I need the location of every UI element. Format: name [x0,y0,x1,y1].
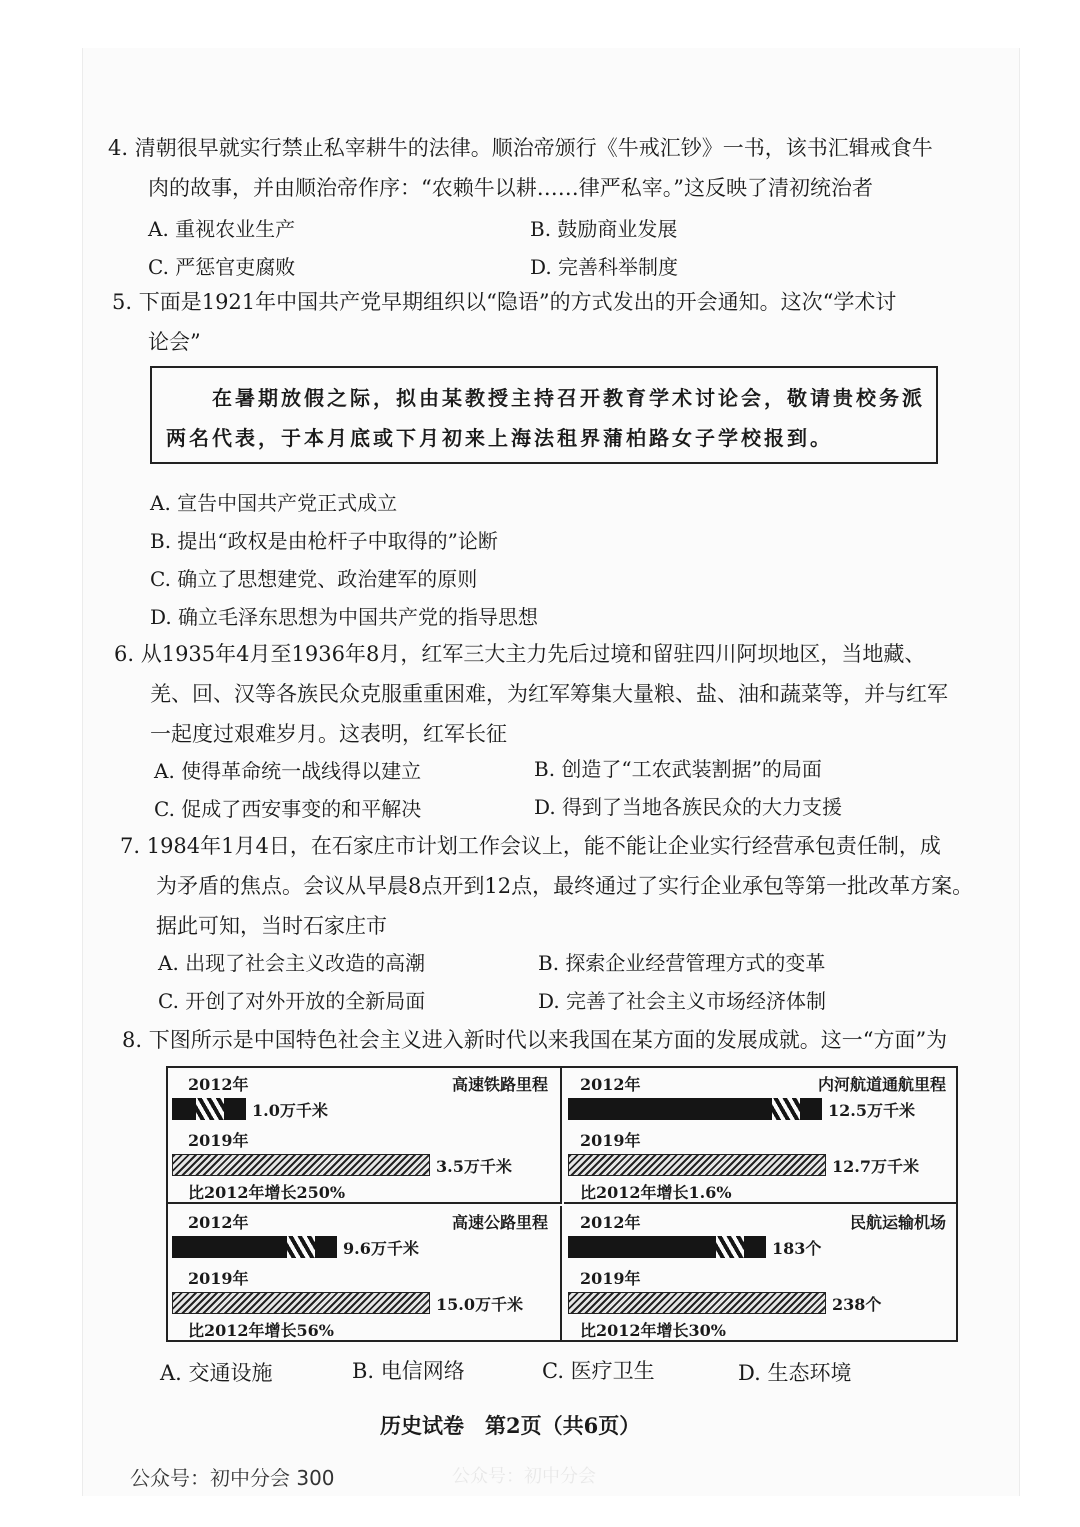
panel-year2-label: 2019年 [580,1269,641,1288]
q8-option-c[interactable]: C. 医疗卫生 [542,1359,655,1383]
panel-year1-label: 2012年 [188,1213,249,1232]
q5-option-a[interactable]: A. 宣告中国共产党正式成立 [150,491,398,515]
q6-option-a[interactable]: A. 使得革命统一战线得以建立 [154,759,422,783]
bar-stripe-decoration [287,1236,315,1258]
panel-year2-label: 2019年 [188,1269,249,1288]
panel-title: 高速公路里程 [451,1213,548,1232]
panel-title: 高速铁路里程 [451,1075,548,1094]
q6-option-c[interactable]: C. 促成了西安事变的和平解决 [154,797,422,821]
q6-option-b[interactable]: B. 创造了“工农武装割据”的局面 [534,757,822,781]
q4-option-b[interactable]: B. 鼓励商业发展 [530,217,678,241]
panel-year2-label: 2019年 [188,1131,249,1150]
page-footer: 历史试卷 第2页（共6页） [380,1413,641,1438]
watermark-text: 公众号：初中分会 300 [130,1466,335,1490]
bar-stripe-decoration [772,1098,800,1120]
bar-2012 [172,1236,337,1258]
q8-option-b[interactable]: B. 电信网络 [352,1359,465,1383]
bar-2012 [568,1098,822,1120]
value-label-2012: 9.6万千米 [343,1239,419,1258]
q6-stem-line1: 6. 从1935年4月至1936年8月，红军三大主力先后过境和留驻四川阿坝地区，当地藏、 [114,642,926,666]
q7-stem-line2: 为矛盾的焦点。会议从早晨8点开到12点，最终通过了实行企业承包等第一批改革方案。 [156,874,974,898]
value-label-2019: 238个 [832,1295,882,1314]
chart-panel-inland-waterway [564,1068,956,1204]
q7-option-c[interactable]: C. 开创了对外开放的全新局面 [158,989,426,1013]
panel-year2-label: 2019年 [580,1131,641,1150]
panel-title: 民航运输机场 [849,1213,946,1232]
q7-option-d[interactable]: D. 完善了社会主义市场经济体制 [538,989,827,1013]
faint-watermark: 公众号：初中分会 [452,1466,596,1487]
q7-stem-line3: 据此可知，当时石家庄市 [156,914,387,938]
q6-stem-line3: 一起度过艰难岁月。这表明，红军长征 [150,722,507,746]
q5-stem-line1: 5. 下面是1921年中国共产党早期组织以“隐语”的方式发出的开会通知。这次“学术讨 [112,290,897,314]
q5-stem-line2: 论会” [148,330,201,354]
q6-option-d[interactable]: D. 得到了当地各族民众的大力支援 [534,795,843,819]
panel-year1-label: 2012年 [580,1213,641,1232]
q5-option-b[interactable]: B. 提出“政权是由枪杆子中取得的”论断 [150,529,498,553]
q4-stem-line1: 4. 清朝很早就实行禁止私宰耕牛的法律。顺治帝颁行《牛戒汇钞》一书，该书汇辑戒食牛 [108,136,933,160]
q4-option-c[interactable]: C. 严惩官吏腐败 [148,255,296,279]
bar-2019 [568,1154,826,1176]
bar-stripe-decoration [716,1236,744,1258]
q5-option-d[interactable]: D. 确立毛泽东思想为中国共产党的指导思想 [150,605,539,629]
bar-2019 [172,1154,430,1176]
panel-growth-label: 比2012年增长250% [188,1183,346,1202]
q6-stem-line2: 羌、回、汉等各族民众克服重重困难，为红军筹集大量粮、盐、油和蔬菜等，并与红军 [150,682,948,706]
bar-2012 [568,1236,766,1258]
value-label-2019: 15.0万千米 [436,1295,523,1314]
q8-option-d[interactable]: D. 生态环境 [738,1361,852,1385]
panel-year1-label: 2012年 [580,1075,641,1094]
value-label-2019: 12.7万千米 [832,1157,919,1176]
chart-panel-expressway [168,1206,562,1342]
q4-option-a[interactable]: A. 重视农业生产 [148,217,296,241]
bar-2019 [568,1292,826,1314]
panel-year1-label: 2012年 [188,1075,249,1094]
panel-growth-label: 比2012年增长1.6% [580,1183,732,1202]
bar-stripe-decoration [196,1098,224,1120]
q7-option-a[interactable]: A. 出现了社会主义改造的高潮 [158,951,426,975]
bar-2019 [172,1292,430,1314]
q7-option-b[interactable]: B. 探索企业经营管理方式的变革 [538,951,826,975]
value-label-2012: 1.0万千米 [252,1101,328,1120]
q5-quote-box [150,366,938,464]
value-label-2019: 3.5万千米 [436,1157,512,1176]
chart-panel-civil-airports [564,1206,956,1342]
q5-option-c[interactable]: C. 确立了思想建党、政治建军的原则 [150,567,478,591]
q7-stem-line1: 7. 1984年1月4日，在石家庄市计划工作会议上，能不能让企业实行经营承包责任制，成 [120,834,941,858]
q5-quote-line1: 在暑期放假之际，拟由某教授主持召开教育学术讨论会，敬请贵校务派 [212,386,925,410]
achievement-chart [166,1066,958,1342]
panel-title: 内河航道通航里程 [817,1075,946,1094]
bar-2012 [172,1098,246,1120]
panel-growth-label: 比2012年增长56% [188,1321,335,1340]
chart-panel-high-speed-rail [168,1068,562,1204]
value-label-2012: 183个 [772,1239,822,1258]
value-label-2012: 12.5万千米 [828,1101,915,1120]
q8-option-a[interactable]: A. 交通设施 [160,1361,273,1385]
q4-stem-line2: 肉的故事，并由顺治帝作序：“农赖牛以耕……律严私宰。”这反映了清初统治者 [148,176,873,200]
panel-growth-label: 比2012年增长30% [580,1321,727,1340]
q5-quote-line2: 两名代表，于本月底或下月初来上海法租界蒲柏路女子学校报到。 [166,426,833,450]
q8-stem-line1: 8. 下图所示是中国特色社会主义进入新时代以来我国在某方面的发展成就。这一“方面”为 [122,1028,948,1052]
q4-option-d[interactable]: D. 完善科举制度 [530,255,679,279]
